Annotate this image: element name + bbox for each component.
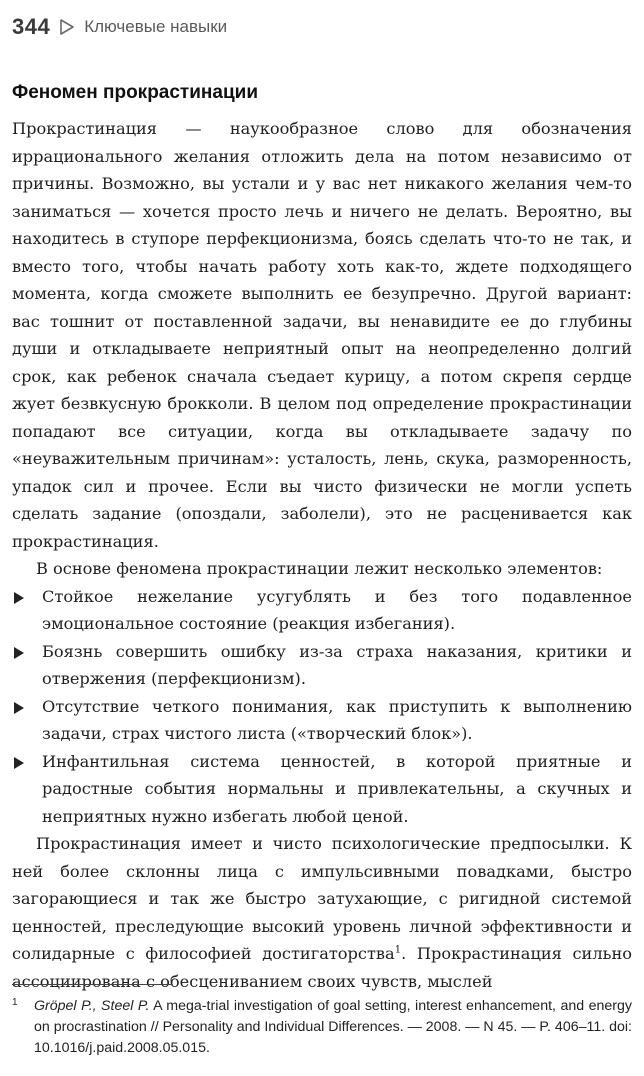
- running-head: [12, 14, 227, 40]
- footnote-divider: [12, 984, 172, 985]
- footnote-marker: 1: [12, 997, 18, 1008]
- triangle-right-filled-icon: [14, 757, 24, 769]
- triangle-right-filled-icon: [14, 702, 24, 714]
- list-item-text: Стойкое нежелание усугублять и без того подавленное эмоциональное состояние (реакция избегания).: [42, 586, 632, 633]
- list-item-text: Инфантильная система ценностей, в которой приятные и радостные события нормальны и привлекательны, а скучных и неприятных нужно избегать любой ценой.: [42, 751, 632, 826]
- section-heading: Феномен прокрастинации: [12, 82, 258, 103]
- page-number: 344: [12, 14, 51, 39]
- footnote-authors: Gröpel P., Steel P.: [34, 998, 150, 1014]
- list-item: [12, 693, 632, 748]
- list-item-text: Отсутствие четкого понимания, как приступить к выполнению задачи, страх чистого листа («творческий блок»).: [42, 696, 632, 743]
- list-item: [12, 638, 632, 693]
- bullet-list: [12, 583, 632, 831]
- paragraph-text: Прокрастинация имеет и чисто психологические предпосылки. К ней более склонны лица с импульсивными повадками, быстро загорающиеся и так же быстро затухающие, с ригидной системой ценностей, преследующие высокий уровень личной эффективности и солидарные с философией достигаторства: [12, 834, 632, 963]
- list-item: [12, 748, 632, 831]
- footnote-text: A mega-trial investigation of goal setting, interest enhancement, and energy on procrastination // Personality and Individual Differences. — 2008. — N 45. — P. 406–11. doi: 10.1016/j.paid.2008.05.015.: [34, 998, 632, 1056]
- footnote-reference[interactable]: 1: [394, 944, 402, 956]
- footnote-body: [12, 996, 632, 1059]
- footnote: [12, 996, 632, 1059]
- paragraph-text: . Прокрастинация сильно ассоциирована с обесцениванием своих чувств, мыслей: [12, 944, 632, 991]
- triangle-right-outline-icon: [58, 18, 76, 36]
- triangle-right-filled-icon: [14, 592, 24, 604]
- list-item-text: Боязнь совершить ошибку из-за страха наказания, критики и отвержения (перфекционизм).: [42, 641, 632, 688]
- paragraph: [12, 830, 632, 995]
- paragraph: Прокрастинация — наукообразное слово для обозначения иррационального желания отложить дела на потом независимо от причины. Возможно, вы устали и у вас нет никакого желания чем-то заниматься — хочется просто лечь и ничего не делать. Вероятно, вы находитесь в ступоре перфекционизма, боясь сделать что-то не так, и вместо того, чтобы начать работу хоть как-то, ждете подходящего момента, когда сможете выполнить ее безупречно. Другой вариант: вас тошнит от поставленной задачи, вы ненавидите ее до глубины души и откладываете неприятный опыт на неопределенно долгий срок, как ребенок сначала съедает курицу, а потом скрепя сердце жует безвкусную брокколи. В целом под определение прокрастинации попадают все ситуации, когда вы откладываете задачу по «неуважительным причинам»: усталость, лень, скука, разморенность, упадок сил и прочее. Если вы чисто физически не могли успеть сделать задание (опоздали, заболели), это не расценивается как прокрастинация.: [12, 119, 632, 551]
- paragraph: В основе феномена прокрастинации лежит несколько элементов:: [36, 559, 603, 578]
- body-text: [12, 115, 632, 995]
- list-item: [12, 583, 632, 638]
- chapter-title: Ключевые навыки: [84, 17, 228, 36]
- triangle-right-filled-icon: [14, 647, 24, 659]
